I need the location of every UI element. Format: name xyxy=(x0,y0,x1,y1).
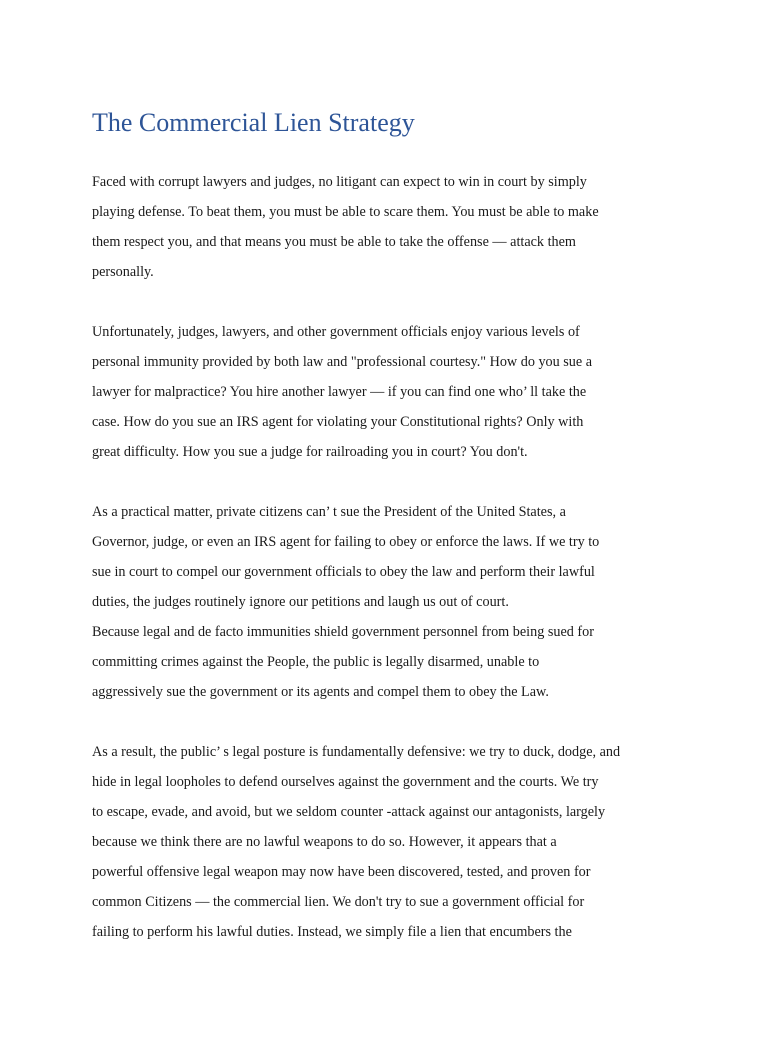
text-line: case. How do you sue an IRS agent for violating your Constitutional rights? Only with xyxy=(92,414,584,430)
text-line: playing defense. To beat them, you must be able to scare them. You must be able to make xyxy=(92,204,599,220)
text-line: duties, the judges routinely ignore our petitions and laugh us out of court. xyxy=(92,594,509,610)
text-line: them respect you, and that means you must be able to take the offense — attack them xyxy=(92,234,576,250)
text-line: aggressively sue the government or its agents and compel them to obey the Law. xyxy=(92,684,549,700)
text-line: great difficulty. How you sue a judge for railroading you in court? You don't. xyxy=(92,444,528,460)
text-line: As a practical matter, private citizens can’ t sue the President of the United States, a xyxy=(92,504,566,520)
text-line: personal immunity provided by both law and "professional courtesy." How do you sue a xyxy=(92,354,593,370)
text-line: common Citizens — the commercial lien. We don't try to sue a government official for xyxy=(92,894,585,910)
text-line: Governor, judge, or even an IRS agent for failing to obey or enforce the laws. If we try to xyxy=(92,534,600,550)
text-line: sue in court to compel our government officials to obey the law and perform their lawful xyxy=(92,564,595,580)
text-line: lawyer for malpractice? You hire another lawyer — if you can find one who’ ll take the xyxy=(92,384,587,400)
text-line: to escape, evade, and avoid, but we seldom counter -attack against our antagonists, largely xyxy=(92,804,606,820)
text-line: Faced with corrupt lawyers and judges, no litigant can expect to win in court by simply xyxy=(92,174,587,190)
text-line: failing to perform his lawful duties. Instead, we simply file a lien that encumbers the xyxy=(92,924,572,940)
text-line: committing crimes against the People, the public is legally disarmed, unable to xyxy=(92,654,540,670)
text-line: because we think there are no lawful weapons to do so. However, it appears that a xyxy=(92,834,557,850)
text-line: Because legal and de facto immunities shield government personnel from being sued for xyxy=(92,624,594,640)
text-line: powerful offensive legal weapon may now have been discovered, tested, and proven for xyxy=(92,864,591,880)
text-line: hide in legal loopholes to defend ourselves against the government and the courts. We try xyxy=(92,774,599,790)
text-line: personally. xyxy=(92,264,154,280)
text-line: As a result, the public’ s legal posture is fundamentally defensive: we try to duck, dodge, and xyxy=(92,744,621,760)
text-line: Unfortunately, judges, lawyers, and other government officials enjoy various levels of xyxy=(92,324,580,340)
document-title: The Commercial Lien Strategy xyxy=(92,108,415,137)
